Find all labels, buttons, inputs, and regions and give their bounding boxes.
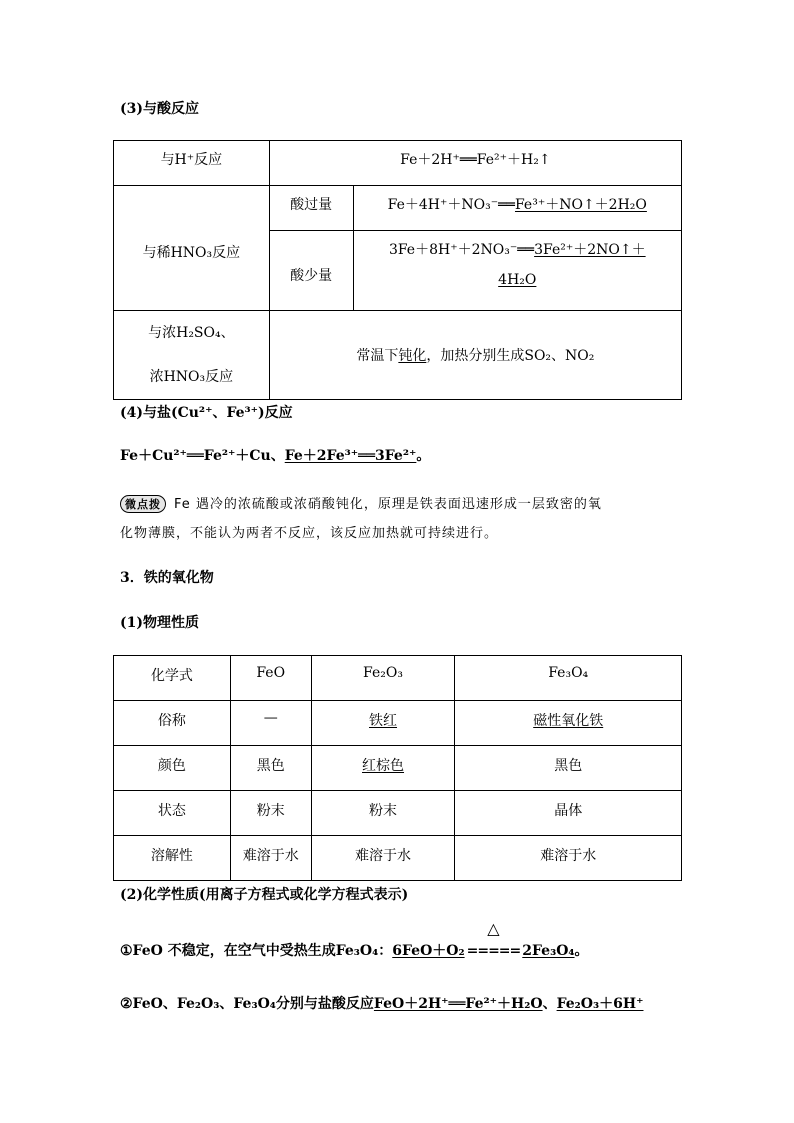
cell-fe3o4-state: 晶体 [455, 791, 682, 836]
sub-physical-properties: (1)物理性质 [120, 615, 199, 631]
cell-feo-name: — [230, 701, 311, 746]
header-fe2o3: Fe₂O₃ [311, 656, 455, 701]
cell-fe2o3-color [311, 746, 455, 791]
acid-reaction-table [113, 140, 682, 400]
salt-equations [120, 445, 430, 465]
note-text-1: Fe 遇冷的浓硫酸或浓硝酸钝化，原理是铁表面迅速形成一层致密的氧 [174, 497, 602, 512]
conc-acid-text [269, 311, 681, 400]
label-common-name: 俗称 [114, 701, 231, 746]
salt-eq-end: 。 [416, 448, 431, 464]
row-conc-acid-label [114, 311, 270, 400]
label-color: 颜色 [114, 746, 231, 791]
chem-line-2 [120, 993, 643, 1013]
section-heading-acid: (3)与酸反应 [120, 101, 199, 117]
header-feo: FeO [230, 656, 311, 701]
heat-condition [466, 919, 521, 959]
row-dilute-hno3-label: 与稀HNO₃反应 [114, 186, 270, 311]
less-acid-equation [353, 231, 681, 311]
chem1-answer-2: 2Fe₃O₄ [522, 943, 575, 959]
fe3o4-name-answer: 磁性氧化铁 [533, 713, 604, 729]
oxide-properties-table [113, 655, 682, 881]
cell-fe3o4-color: 黑色 [455, 746, 682, 791]
cell-fe3o4-name [455, 701, 682, 746]
chem2-answer-1: FeO＋2H⁺══Fe²⁺＋H₂O [373, 996, 543, 1012]
cell-fe2o3-state: 粉末 [311, 791, 455, 836]
cell-fe2o3-solubility: 难溶于水 [311, 836, 455, 881]
chem2-answer-2: Fe₂O₃＋6H⁺ [556, 996, 644, 1012]
delta-icon: △ [487, 919, 500, 938]
excess-acid-equation [353, 186, 681, 231]
cell-feo-color: 黑色 [230, 746, 311, 791]
note-badge: 微点拨 [120, 495, 166, 513]
salt-eq-answer: Fe＋2Fe³⁺══3Fe²⁺ [284, 448, 417, 464]
conc-label-line2: 浓HNO₃反应 [149, 369, 234, 385]
note-line-1 [120, 493, 602, 513]
chem2-text: ②FeO、Fe₂O₃、Fe₃O₄分别与盐酸反应 [120, 996, 374, 1012]
less-eq-answer-1: 3Fe²⁺＋2NO↑＋ [534, 242, 646, 258]
heading-iron-oxides: 3．铁的氧化物 [120, 570, 214, 586]
sub-chemical-properties: (2)化学性质(用离子方程式或化学方程式表示) [120, 887, 409, 903]
section-heading-salt: (4)与盐(Cu²⁺、Fe³⁺)反应 [120, 405, 293, 421]
header-formula: 化学式 [114, 656, 231, 701]
conc-label-line1: 与浓H₂SO₄、 [148, 325, 235, 341]
chem1-end: 。 [574, 943, 589, 959]
chem1-answer-1: 6FeO＋O₂ [392, 943, 465, 959]
less-acid-label: 酸少量 [269, 231, 353, 311]
cell-feo-state: 粉末 [230, 791, 311, 836]
excess-eq-answer: Fe³⁺＋NO↑＋2H₂O [514, 197, 647, 213]
conc-text-a: 常温下 [356, 348, 399, 364]
row-h-equation: Fe＋2H⁺══Fe²⁺＋H₂↑ [269, 141, 681, 186]
chem1-text: ①FeO 不稳定，在空气中受热生成Fe₃O₄： [120, 943, 393, 959]
less-eq-prefix: 3Fe＋8H⁺＋2NO₃⁻══ [388, 242, 535, 258]
cell-fe3o4-solubility: 难溶于水 [455, 836, 682, 881]
cell-feo-solubility: 难溶于水 [230, 836, 311, 881]
salt-eq-a: Fe＋Cu²⁺══Fe²⁺＋Cu、 [120, 448, 285, 464]
fe2o3-name-answer: 铁红 [369, 713, 398, 729]
note-line-2: 化物薄膜，不能认为两者不反应，该反应加热就可持续进行。 [120, 526, 499, 541]
chem2-sep: 、 [542, 996, 557, 1012]
heat-equals: ===== [466, 943, 521, 959]
header-fe3o4: Fe₃O₄ [455, 656, 682, 701]
excess-eq-prefix: Fe＋4H⁺＋NO₃⁻══ [387, 197, 515, 213]
cell-fe2o3-name [311, 701, 455, 746]
less-eq-answer-2: 4H₂O [498, 272, 537, 288]
label-solubility: 溶解性 [114, 836, 231, 881]
conc-text-b: ，加热分别生成SO₂、NO₂ [426, 348, 595, 364]
row-h-label: 与H⁺反应 [114, 141, 270, 186]
fe2o3-color-answer: 红棕色 [362, 758, 405, 774]
chem-line-1 [120, 919, 589, 960]
excess-acid-label: 酸过量 [269, 186, 353, 231]
label-state: 状态 [114, 791, 231, 836]
passivation-answer: 钝化 [398, 348, 427, 364]
